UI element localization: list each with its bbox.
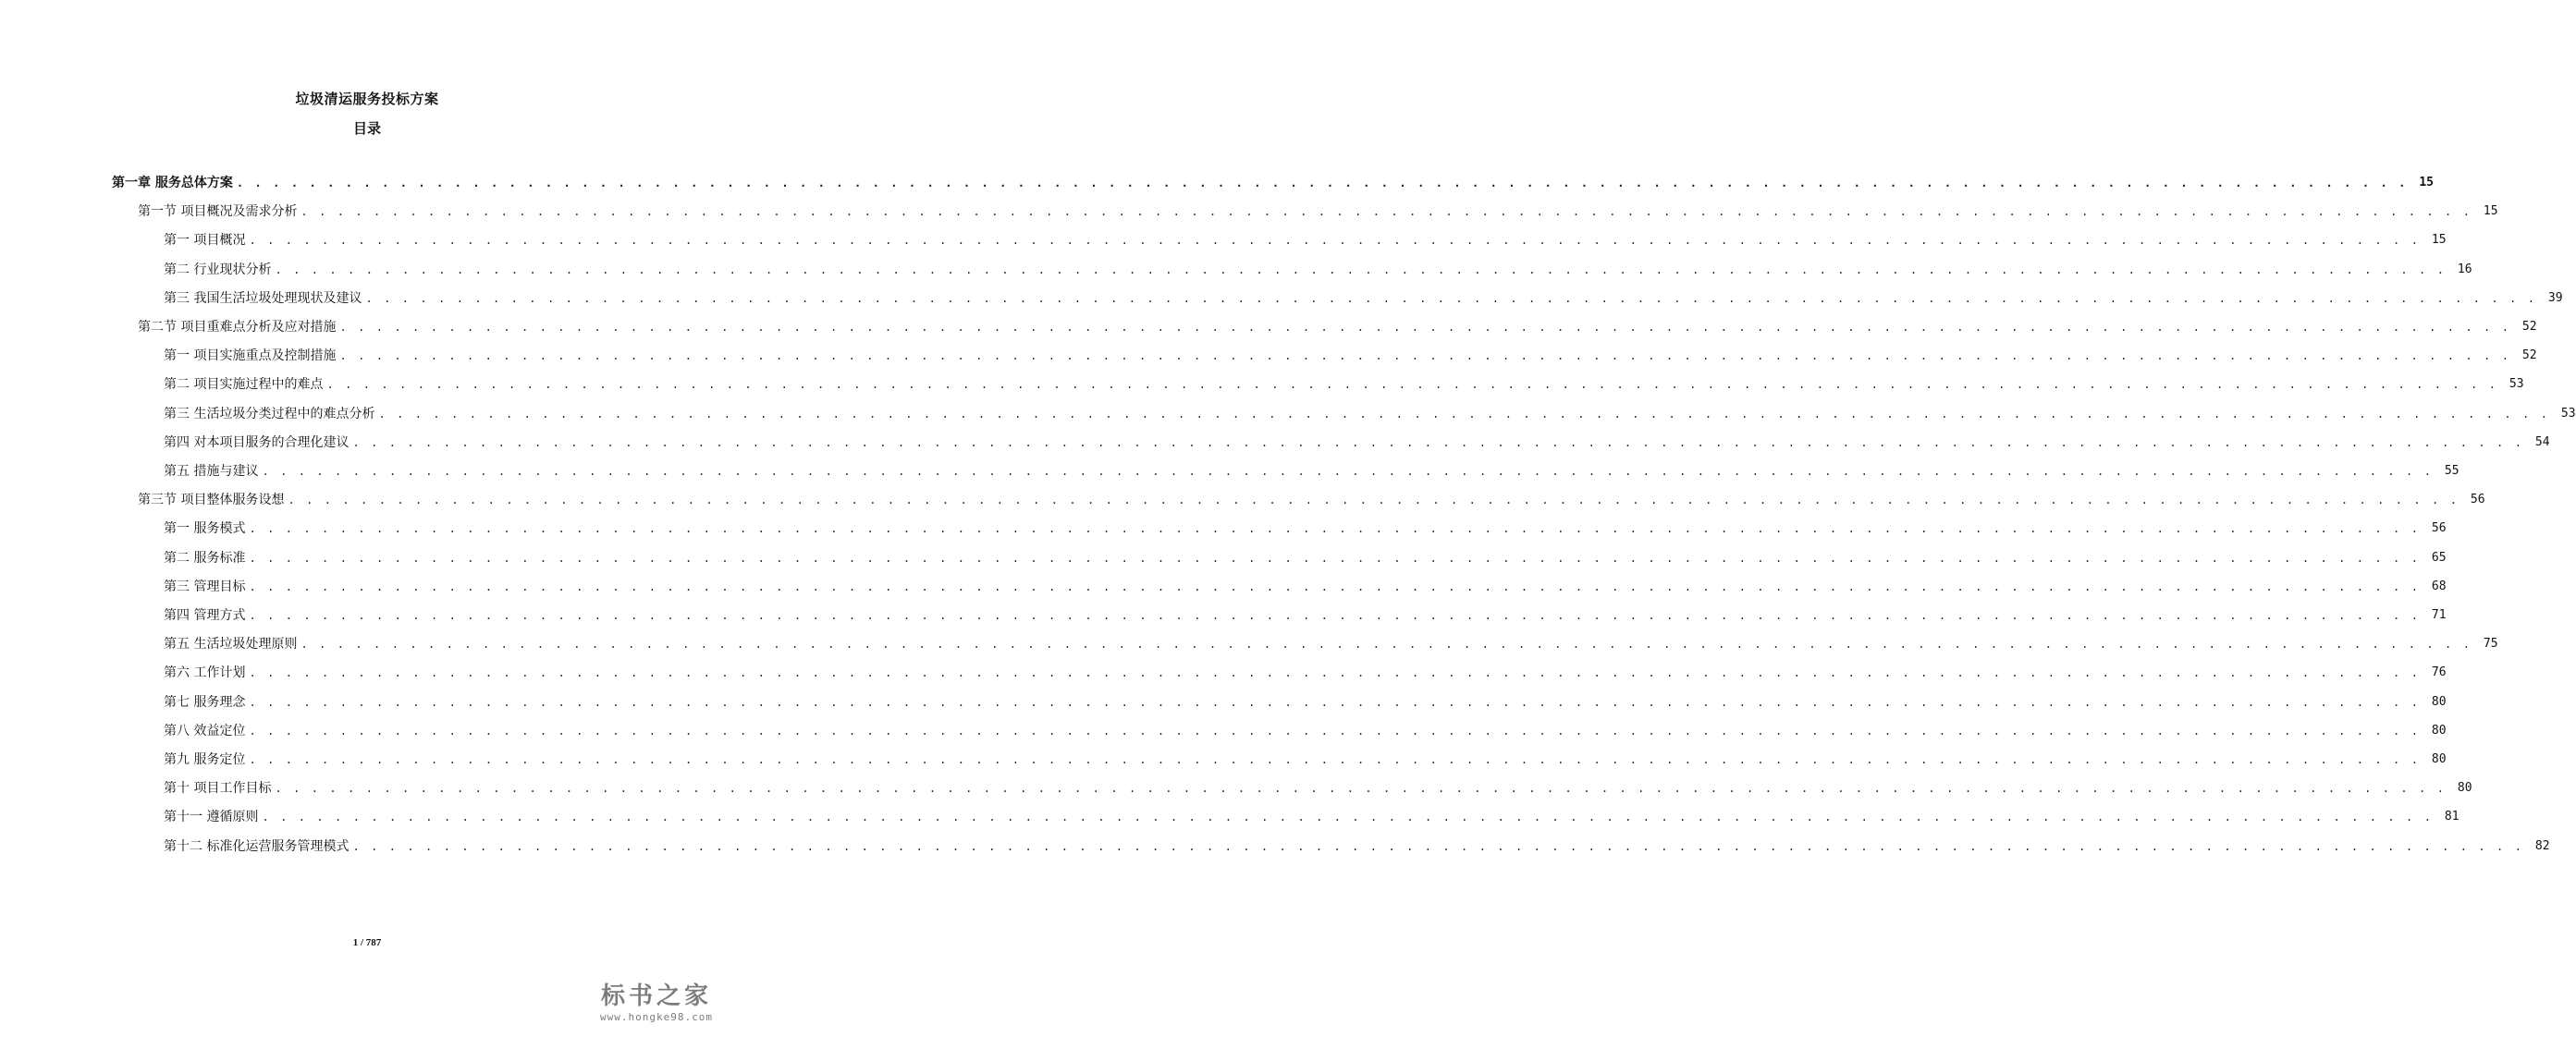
toc-entry[interactable] (164, 430, 2550, 452)
toc-leader-dots: . . . . . . . . . . . . . . . . . . . . . . . . . . . . . . . . . . . . . . . . . . . . . . . . . . . . . . . . . . . . . . . . . . . . . . . . . . . . . . . . . . . . . . . . . . . . . . . . . . . . . . . . . . . . . . . . . . . . . . . . (326, 378, 2498, 391)
toc-entry-label: 第三 管理目标 (164, 580, 246, 594)
toc-entry[interactable] (164, 286, 2563, 308)
toc-entry-page-number: 80 (2431, 752, 2447, 766)
toc-entry-label: 第九 服务定位 (164, 752, 246, 767)
toc-leader-dots: . . . . . . . . . . . . . . . . . . . . . . . . . . . . . . . . . . . . . . . . . . . . . . . . . . . . . . . . . . . . . . . . . . . . . . . . . . . . . . . . . . . . . . . . . . . . . . . . . . . . . . . . . . . . . . . . . . . . . . . . (275, 263, 2447, 276)
toc-entry[interactable] (164, 775, 2472, 798)
toc-entry-label: 第十 项目工作目标 (164, 781, 272, 796)
toc-leader-dots: . . . . . . . . . . . . . . . . . . . . . . . . . . . . . . . . . . . . . . . . . . . . . . . . . . . . . . . . . . . . . . . . . . . . . . . . . . . . . . . . . . . . . . . . . . . . . . . . . . . . . . . . . . . . . . . . . . . . . . . . (249, 609, 2421, 622)
toc-leader-dots: . . . . . . . . . . . . . . . . . . . . . . . . . . . . . . . . . . . . . . . . . . . . . . . . . . . . . . . . . . . . . . . . . . . . . . . . . . . . . . . . . . . . . . . . . . . . . . . . . . . . . . . . . . . . . . . . . . . . . . . . (301, 205, 2472, 218)
toc-leader-dots: . . . . . . . . . . . . . . . . . . . . . . . . . . . . . . . . . . . . . . . . . . . . . . . . . . . . . . . . . . . . . . . . . . . . . . . . . . . . . . . . . . . . . . . . . . . . . . . . . . . . . . . . . . . . . . . . . . . . . . . . (262, 465, 2434, 478)
toc-entry-page-number: 65 (2431, 551, 2447, 565)
toc-entry-label: 第三节 项目整体服务设想 (138, 493, 285, 507)
toc-entry[interactable] (164, 574, 2447, 596)
toc-leader-dots: . . . . . . . . . . . . . . . . . . . . . . . . . . . . . . . . . . . . . . . . . . . . . . . . . . . . . . . . . . . . . . . . . . . . . . . . . . . . . . . . . . . . . . . . . . . . . . . . . . . . . . . . . . . . . . . . . . . . . . . . (365, 292, 2537, 305)
watermark-name: 标书之家 (600, 982, 712, 1010)
toc-entry-page-number: 15 (2483, 204, 2498, 218)
toc-entry-page-number: 68 (2431, 580, 2447, 593)
toc-entry-label: 第二 服务标准 (164, 551, 246, 566)
toc-entry[interactable] (164, 660, 2447, 682)
toc-entry-page-number: 76 (2431, 665, 2447, 679)
toc-entry-page-number: 39 (2547, 291, 2563, 305)
toc-entry-page-number: 56 (2431, 521, 2447, 535)
toc-entry[interactable] (164, 834, 2550, 856)
toc-leader-dots: . . . . . . . . . . . . . . . . . . . . . . . . . . . . . . . . . . . . . . . . . . . . . . . . . . . . . . . . . . . . . . . . . . . . . . . . . . . . . . . . . . . . . . . . . . . . . . . . . . . . . . . . . . . . . . . . . . . . . . . . (288, 494, 2459, 506)
toc-entry[interactable] (164, 718, 2447, 740)
toc-entry-page-number: 80 (2431, 695, 2447, 709)
toc-entry-label: 第七 服务理念 (164, 695, 246, 710)
toc-entry-page-number: 71 (2431, 608, 2447, 622)
toc-entry[interactable] (164, 458, 2459, 481)
toc-entry-page-number: 53 (2509, 377, 2524, 391)
toc-leader-dots: . . . . . . . . . . . . . . . . . . . . . . . . . . . . . . . . . . . . . . . . . . . . . . . . . . . . . . . . . . . . . . . . . . . . . . . . . . . . . . . . . . . . . . . . . . . . . . . . . . . . . . . . . . . . . . . . . . . . . . . . (249, 666, 2421, 679)
toc-entry[interactable] (138, 487, 2485, 509)
toc-entry-label: 第四 对本项目服务的合理化建议 (164, 435, 350, 450)
toc-entry[interactable] (138, 314, 2537, 336)
watermark-url: www.hongke98.com (600, 1011, 713, 1023)
toc-entry[interactable] (164, 343, 2537, 365)
toc-leader-dots: . . . . . . . . . . . . . . . . . . . . . . . . . . . . . . . . . . . . . . . . . . . . . . . . . . . . . . . . . . . . . . . . . . . . . . . . . . . . . . . . . . . . . . . . . . . . . . . . . . . . . . . . . . . . . . . . . . . . . . . . (275, 782, 2447, 795)
toc-entry-label: 第一节 项目概况及需求分析 (138, 204, 298, 219)
toc-entry[interactable] (164, 257, 2472, 279)
toc-entry-label: 第八 效益定位 (164, 724, 246, 738)
toc-entry-label: 第一 项目实施重点及控制措施 (164, 348, 337, 363)
toc-leader-dots: . . . . . . . . . . . . . . . . . . . . . . . . . . . . . . . . . . . . . . . . . . . . . . . . . . . . . . . . . . . . . . . . . . . . . . . . . . . . . . . . . . . . . . . . . . . . . . . . . . . . . . . . . . . . . . . . . . . . . . . . (249, 753, 2421, 766)
toc-entry-page-number: 56 (2470, 493, 2485, 506)
toc-leader-dots: . . . . . . . . . . . . . . . . . . . . . . . . . . . . . . . . . . . . . . . . . . . . . . . . . . . . . . . . . . . . . . . . . . . . . . . . . . . . . . . . . . . . . . . . . . . . . . . . . . . . . . . . . . . . . . . . . . . . . . . . (262, 811, 2434, 824)
toc-entry-page-number: 53 (2560, 407, 2576, 421)
toc-entry[interactable] (164, 401, 2576, 423)
toc-leader-dots: . . . . . . . . . . . . . . . . . . . . . . . . . . . . . . . . . . . . . . . . . . . . . . . . . . . . . . . . . . . . . . . . . . . . . . . . . . . . . . . . . . . . . . . . . . . . . . . . . . . . . . . . . . . . . . . . . . . . . . . . (352, 840, 2524, 853)
toc-entry-label: 第五 生活垃圾处理原则 (164, 637, 298, 652)
toc-leader-dots: . . . . . . . . . . . . . . . . . . . . . . . . . . . . . . . . . . . . . . . . . . . . . . . . . . . . . . . . . . . . . . . . . . . . . . . . . . . . . . . . . . . . . . . . . . . . . . . . . . . . . . . . . . . . . . . . . . . . . . . . (249, 580, 2421, 593)
toc-entry[interactable] (164, 631, 2498, 653)
toc-entry-page-number: 15 (2419, 176, 2434, 189)
toc-leader-dots: . . . . . . . . . . . . . . . . . . . . . . . . . . . . . . . . . . . . . . . . . . . . . . . . . . . . . . . . . . . . . . . . . . . . . . . . . . . . . . . . . . . . . . . . . . . . . . . . . . . . . . . . . . . . . . . . . . . . . . . . (339, 349, 2511, 362)
toc-entry-page-number: 82 (2534, 839, 2550, 853)
toc-entry[interactable] (164, 516, 2447, 538)
toc-entry-label: 第四 管理方式 (164, 608, 246, 623)
toc-entry-label: 第六 工作计划 (164, 665, 246, 680)
toc-entry[interactable] (164, 372, 2524, 394)
toc-entry-page-number: 80 (2457, 781, 2472, 795)
toc-entry[interactable] (138, 199, 2498, 221)
toc-entry-label: 第二 行业现状分析 (164, 262, 272, 277)
toc-leader-dots: . . . . . . . . . . . . . . . . . . . . . . . . . . . . . . . . . . . . . . . . . . . . . . . . . . . . . . . . . . . . . . . . . . . . . . . . . . . . . . . . . . . . . . . . . . . . . . . . . . . . . . . . . . . . . . . . . . . . . . . . (249, 725, 2421, 738)
toc-entry[interactable] (164, 227, 2447, 250)
document-title: 垃圾清运服务投标方案 (295, 91, 439, 107)
toc-leader-dots: . . . . . . . . . . . . . . . . . . . . . . . . . . . . . . . . . . . . . . . . . . . . . . . . . . . . . . . . . . . . . . . . . . . . . . . . . . . . . . . . . . . . . . . . . . . . . . . . . . . . . . . . . . . . . . . . . . . . . . . . (378, 408, 2550, 421)
toc-leader-dots: . . . . . . . . . . . . . . . . . . . . . . . . . . . . . . . . . . . . . . . . . . . . . . . . . . . . . . . . . . . . . . . . . . . . . . . . . . . . . . . . . . . . . . . . . . . . . . . . . . . . . . . . . . . . . . . . . . . . . . . . (249, 522, 2421, 535)
toc-leader-dots: . . . . . . . . . . . . . . . . . . . . . . . . . . . . . . . . . . . . . . . . . . . . . . . . . . . . . . . . . . . . . . . . . . . . . . . . . . . . . . . . . . . . . . . . . . . . . . . . . . . . . . . . . . . . . . . . . . . . . . . . (249, 552, 2421, 565)
toc-entry-label: 第二节 项目重难点分析及应对措施 (138, 320, 337, 335)
toc-entry-page-number: 81 (2444, 810, 2459, 824)
watermark-logo (592, 982, 721, 1024)
toc-leader-dots: . . . . . . . . . . . . . . . . . . . . . . . . . . . . . . . . . . . . . . . . . . . . . . . . . . . . . . . . . . . . . . . . . . . . . . . . . . . . . . . . . . . . . . . . . . . . . . . . . . . . . . . . . . . . . . . . . . . . . . . . (236, 177, 2408, 189)
toc-leader-dots: . . . . . . . . . . . . . . . . . . . . . . . . . . . . . . . . . . . . . . . . . . . . . . . . . . . . . . . . . . . . . . . . . . . . . . . . . . . . . . . . . . . . . . . . . . . . . . . . . . . . . . . . . . . . . . . . . . . . . . . . (352, 436, 2524, 449)
toc-entry-label: 第一 服务模式 (164, 521, 246, 536)
toc-entry[interactable] (164, 545, 2447, 567)
toc-entry-label: 第一 项目概况 (164, 233, 246, 248)
toc-entry-label: 第二 项目实施过程中的难点 (164, 377, 324, 392)
toc-entry-label: 第十一 遵循原则 (164, 810, 259, 824)
toc-entry-label: 第三 生活垃圾分类过程中的难点分析 (164, 407, 375, 421)
toc-entry[interactable] (164, 747, 2447, 769)
toc-entry[interactable] (164, 804, 2459, 826)
toc-entry-label: 第一章 服务总体方案 (112, 176, 233, 190)
toc-entry-page-number: 16 (2457, 262, 2472, 276)
toc-entry[interactable] (164, 603, 2447, 625)
toc-entry-page-number: 52 (2521, 348, 2537, 362)
toc-entry[interactable] (164, 689, 2447, 712)
toc-entry-page-number: 75 (2483, 637, 2498, 651)
toc-entry-page-number: 15 (2431, 233, 2447, 247)
toc-entry-page-number: 52 (2521, 320, 2537, 334)
toc-leader-dots: . . . . . . . . . . . . . . . . . . . . . . . . . . . . . . . . . . . . . . . . . . . . . . . . . . . . . . . . . . . . . . . . . . . . . . . . . . . . . . . . . . . . . . . . . . . . . . . . . . . . . . . . . . . . . . . . . . . . . . . . (249, 234, 2421, 247)
toc-entry-label: 第十二 标准化运营服务管理模式 (164, 839, 350, 854)
toc-leader-dots: . . . . . . . . . . . . . . . . . . . . . . . . . . . . . . . . . . . . . . . . . . . . . . . . . . . . . . . . . . . . . . . . . . . . . . . . . . . . . . . . . . . . . . . . . . . . . . . . . . . . . . . . . . . . . . . . . . . . . . . . (339, 321, 2511, 334)
toc-entry-page-number: 80 (2431, 724, 2447, 738)
toc-entry-page-number: 55 (2444, 464, 2459, 478)
toc-leader-dots: . . . . . . . . . . . . . . . . . . . . . . . . . . . . . . . . . . . . . . . . . . . . . . . . . . . . . . . . . . . . . . . . . . . . . . . . . . . . . . . . . . . . . . . . . . . . . . . . . . . . . . . . . . . . . . . . . . . . . . . . (249, 696, 2421, 709)
toc-heading: 目录 (352, 120, 381, 137)
page-indicator: 1 / 787 (352, 937, 382, 948)
toc-entry-label: 第五 措施与建议 (164, 464, 259, 479)
toc-leader-dots: . . . . . . . . . . . . . . . . . . . . . . . . . . . . . . . . . . . . . . . . . . . . . . . . . . . . . . . . . . . . . . . . . . . . . . . . . . . . . . . . . . . . . . . . . . . . . . . . . . . . . . . . . . . . . . . . . . . . . . . . (301, 638, 2472, 651)
toc-entry-label: 第三 我国生活垃圾处理现状及建议 (164, 291, 362, 306)
toc-entry-page-number: 54 (2534, 435, 2550, 449)
toc-entry[interactable] (112, 170, 2434, 192)
